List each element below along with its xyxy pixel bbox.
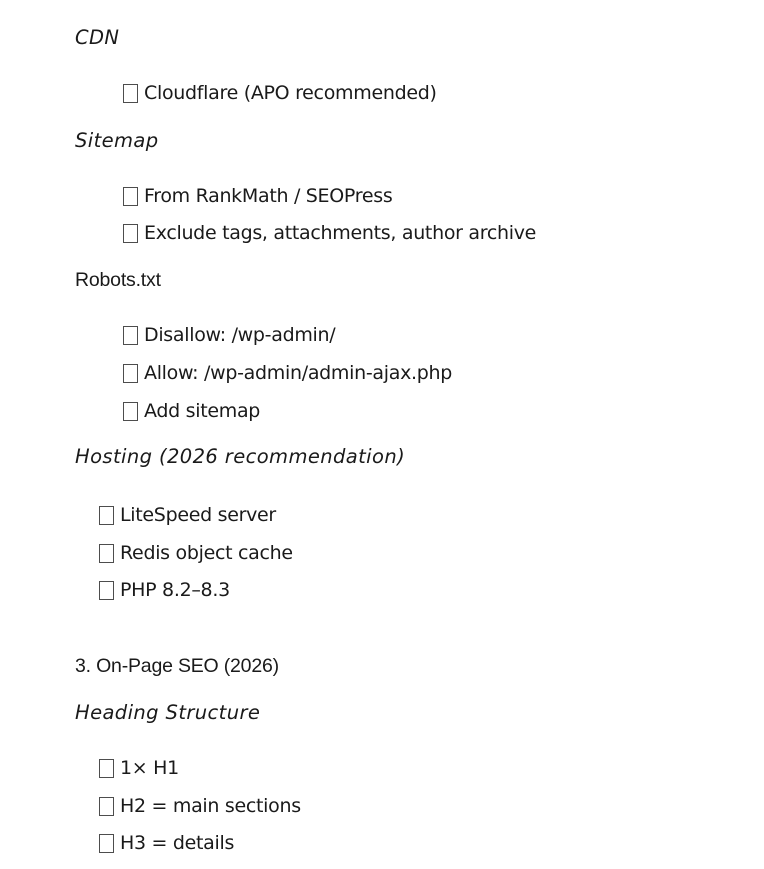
checklist-item-label: PHP 8.2–8.3 [120, 579, 230, 601]
checklist-item[interactable] [123, 399, 260, 423]
checklist-item[interactable] [99, 831, 234, 855]
checklist-item[interactable] [99, 541, 293, 565]
checklist-item-label: H3 = details [120, 832, 235, 854]
checklist-item[interactable] [99, 578, 230, 602]
checklist-item[interactable] [123, 81, 437, 105]
checklist-item-label: Exclude tags, attachments, author archive [144, 222, 537, 244]
checklist-item-label: Allow: /wp-admin/admin-ajax.php [144, 362, 453, 384]
checklist-item[interactable] [99, 794, 301, 818]
section-heading-cdn: CDN [75, 26, 120, 49]
section-heading-onpage-seo: 3. On-Page SEO (2026) [75, 655, 279, 677]
checkbox[interactable] [99, 797, 114, 816]
checkbox[interactable] [123, 187, 138, 206]
checkbox[interactable] [123, 84, 138, 103]
checklist-item-label: Cloudflare (APO recommended) [144, 82, 437, 104]
checkbox[interactable] [99, 506, 114, 525]
checklist-item-label: 1× H1 [120, 757, 179, 779]
section-heading-robots: Robots.txt [75, 269, 161, 291]
checklist-item[interactable] [99, 756, 179, 780]
checklist-item-label: From RankMath / SEOPress [144, 185, 393, 207]
checkbox[interactable] [123, 326, 138, 345]
checklist-item-label: Add sitemap [144, 400, 261, 422]
checkbox[interactable] [99, 759, 114, 778]
checkbox[interactable] [99, 581, 114, 600]
checklist-item-label: LiteSpeed server [120, 504, 276, 526]
checklist-item-label: Redis object cache [120, 542, 293, 564]
checklist-item[interactable] [99, 503, 276, 527]
checkbox[interactable] [123, 402, 138, 421]
checklist-item-label: H2 = main sections [120, 795, 301, 817]
checklist-item[interactable] [123, 184, 392, 208]
section-heading-hosting: Hosting (2026 recommendation) [75, 445, 406, 468]
checklist-item-label: Disallow: /wp-admin/ [144, 324, 336, 346]
checkbox[interactable] [99, 544, 114, 563]
checklist-item[interactable] [123, 323, 335, 347]
checklist-item[interactable] [123, 221, 536, 245]
section-heading-heading-structure: Heading Structure [75, 701, 261, 724]
checkbox[interactable] [99, 834, 114, 853]
checkbox[interactable] [123, 224, 138, 243]
checkbox[interactable] [123, 364, 138, 383]
checklist-item[interactable] [123, 361, 452, 385]
section-heading-sitemap: Sitemap [75, 129, 159, 152]
